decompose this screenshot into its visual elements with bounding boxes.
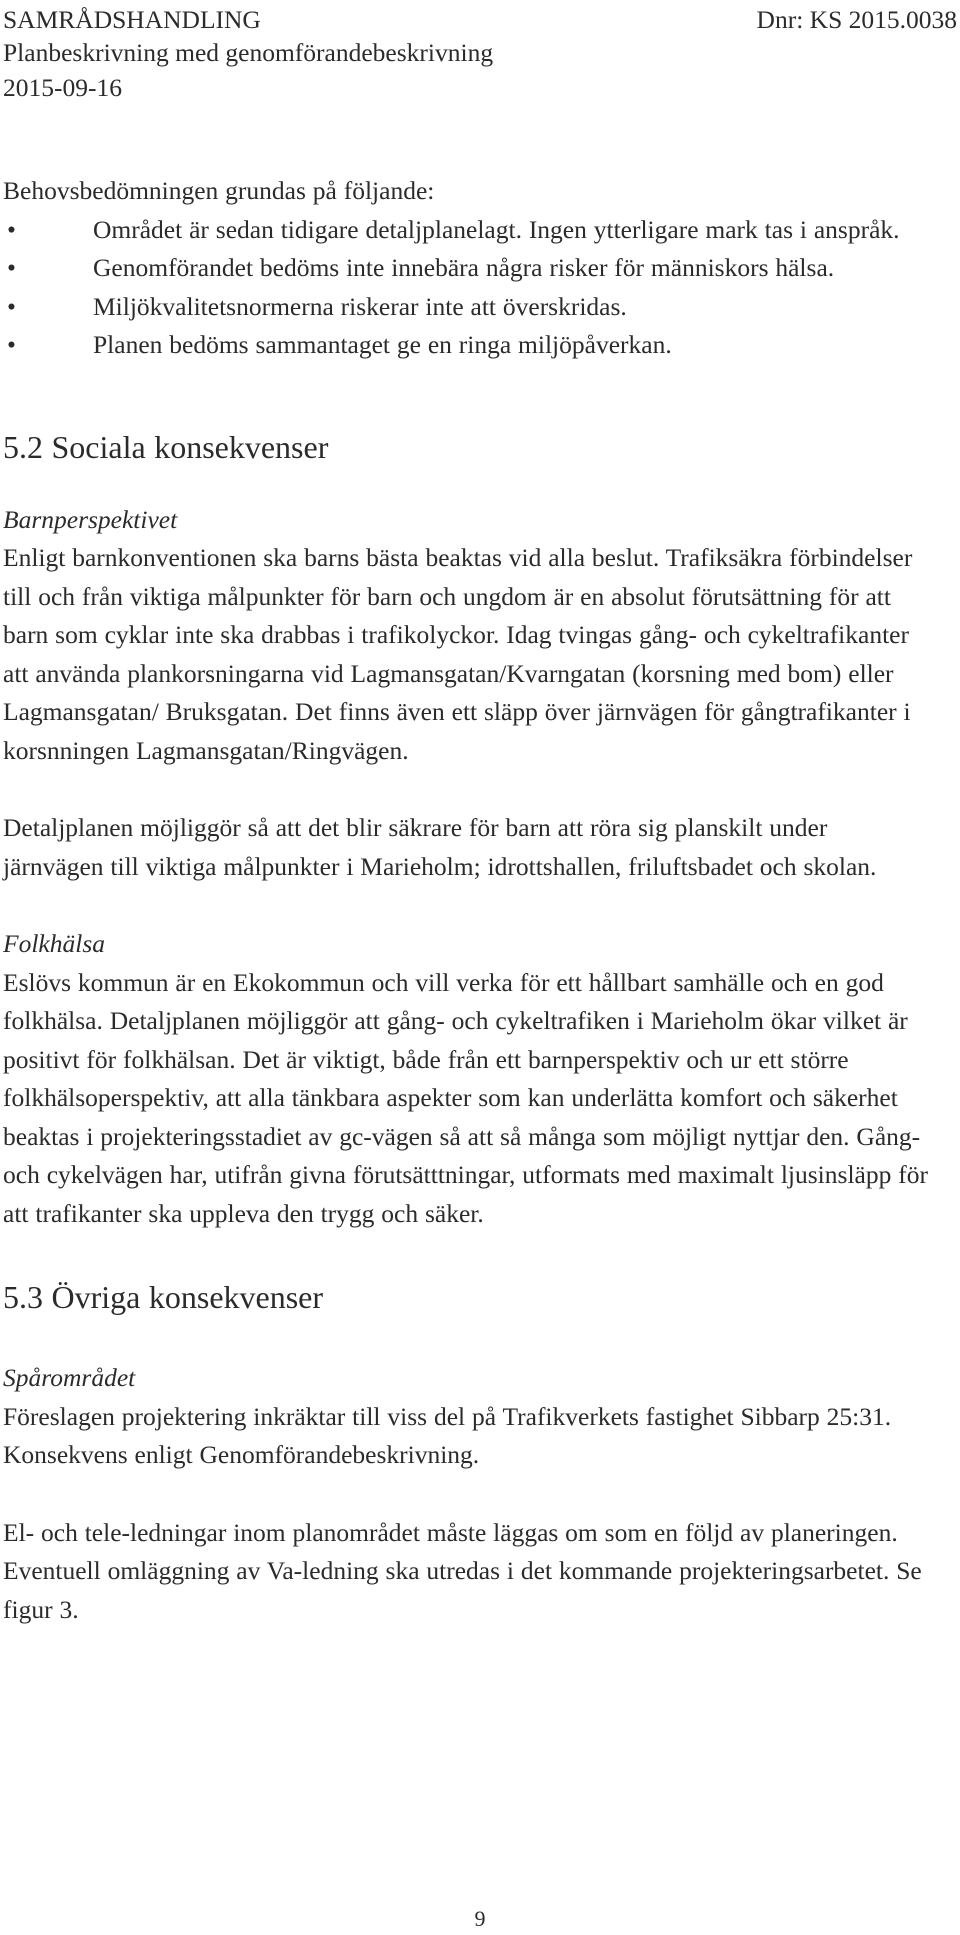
paragraph: Föreslagen projektering inkräktar till viss del på Trafikverkets fastighet Sibbarp 25:31. Konsekvens enligt Genomförandebeskrivning.	[3, 1401, 892, 1469]
document-number: Dnr: KS 2015.0038	[756, 5, 957, 34]
subheading-child-perspective: Barnperspektivet	[3, 504, 178, 534]
paragraph: El- och tele-ledningar inom planområdet måste läggas om som en följd av planeringen. Eventuell omläggning av Va-ledning ska utredas i det kommande projekteringsarbetet. Se figur 3.	[3, 1517, 922, 1624]
paragraph: Eslövs kommun är en Ekokommun och vill verka för ett hållbart samhälle och en god folkhälsa. Detaljplanen möjliggör att gång- och cykeltrafiken i Marieholm ökar vilket är positivt för folkhälsan. Det är viktigt, både från ett barnperspektiv och ur ett större folkhälsoperspektiv, att alla tänkbara aspekter som kan underlätta komfort och säkerhet beaktas i projekteringsstadiet av gc-vägen så att så många som möjligt nyttjar den. Gång- och cykelvägen har, utifrån givna förutsätttningar, utformats med maximalt ljusinsläpp för att trafikanter ska uppleva den trygg och säker.	[3, 967, 928, 1228]
paragraph: Enligt barnkonventionen ska barns bästa beaktas vid alla beslut. Trafiksäkra förbindelser till och från viktiga målpunkter för barn och ungdom är en absolut förutsättning för att barn som cyklar inte ska drabbas i trafikolyckor. Idag tvingas gång- och cykeltrafikanter att använda plankorsningarna vid Lagmansgatan/Kvarngatan (korsning med bom) eller Lagmansgatan/ Bruksgatan. Det finns även ett släpp över järnvägen för gångtrafikanter i korsnningen Lagmansgatan/Ringvägen.	[3, 543, 913, 765]
page-header	[3, 0, 957, 105]
subheading-track-area: Spårområdet	[3, 1363, 136, 1392]
document-status: SAMRÅDSHANDLING	[3, 5, 261, 34]
bullet-item: • Planen bedöms sammantaget ge en ringa miljöpåverkan.	[3, 326, 933, 365]
section-heading-other: 5.3 Övriga konsekvenser	[3, 1279, 324, 1315]
header-row	[3, 2, 957, 37]
bullet-item: • Miljökvalitetsnormerna riskerar inte att överskridas.	[3, 288, 933, 327]
page-number: 9	[474, 1906, 486, 1931]
bullet-item: • Området är sedan tidigare detaljplanelagt. Ingen ytterligare mark tas i anspråk.	[3, 211, 933, 250]
bullet-item: • Genomförandet bedöms inte innebära några risker för människors hälsa.	[3, 249, 933, 288]
subheading-public-health: Folkhälsa	[3, 929, 105, 958]
section-heading-social: 5.2 Sociala konsekvenser	[3, 428, 329, 465]
document-title: Planbeskrivning med genomförandebeskrivning	[3, 38, 494, 67]
document-date: 2015-09-16	[3, 73, 122, 102]
intro-lead: Behovsbedömningen grundas på följande:	[3, 176, 435, 205]
assessment-bullet-list	[3, 211, 933, 365]
paragraph: Detaljplanen möjliggör så att det blir säkrare för barn att röra sig planskilt under järnvägen till viktiga målpunkter i Marieholm; idrottshallen, friluftsbadet och skolan.	[3, 813, 877, 881]
document-body	[3, 172, 933, 1629]
